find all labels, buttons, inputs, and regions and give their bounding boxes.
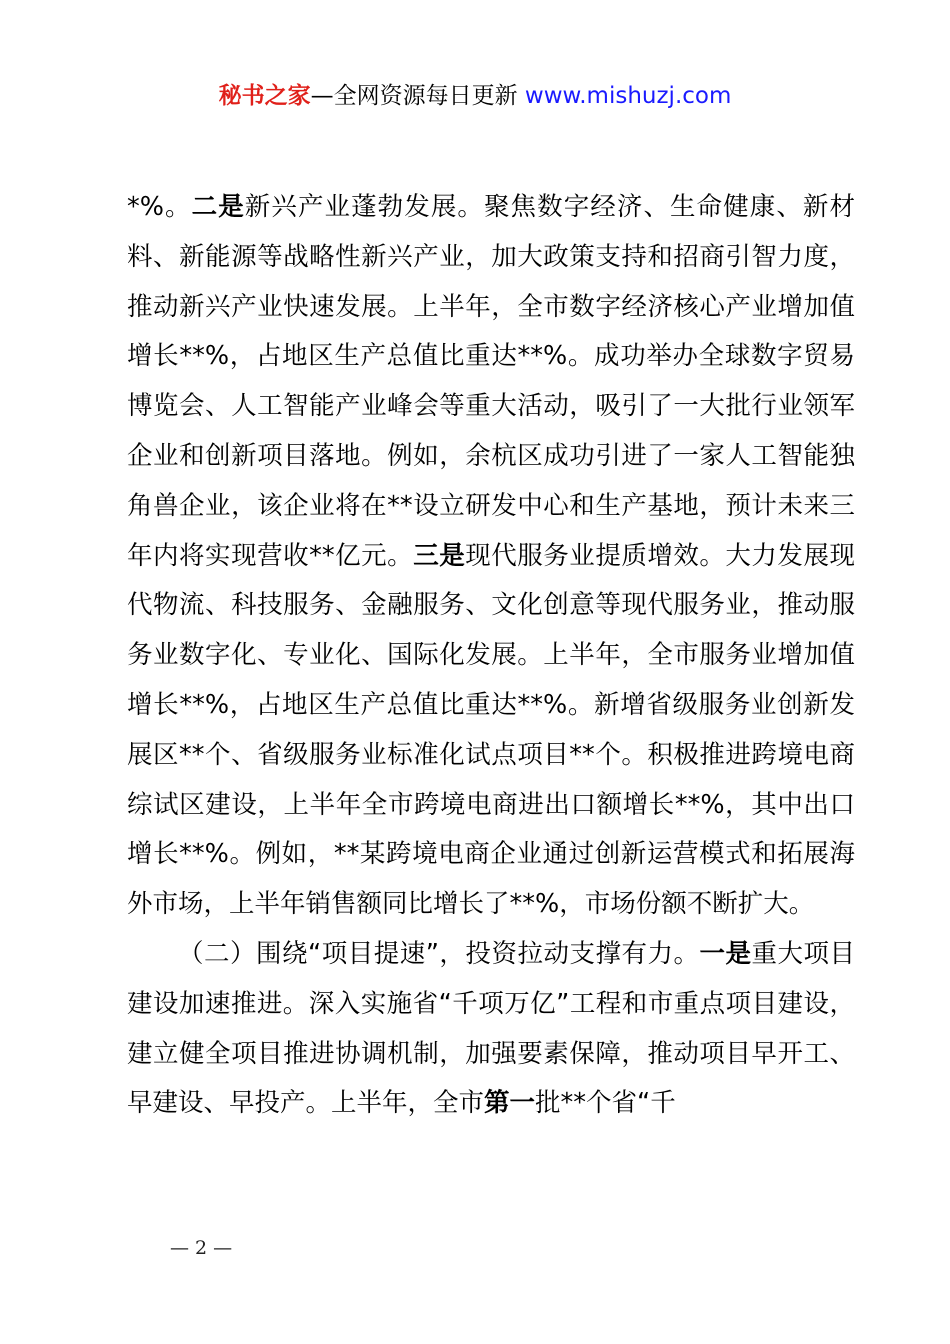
document-body: [127, 183, 855, 1129]
site-tagline: —全网资源每日更新: [310, 83, 525, 109]
site-header: [0, 80, 950, 112]
bold-marker-third: 三是: [413, 540, 466, 571]
bold-marker-first: 一是: [699, 938, 752, 969]
paragraph-industry: [127, 183, 855, 930]
text-run: （二）围绕“项目提速”，投资拉动支撑有力。: [178, 938, 700, 969]
paragraph-projects: [127, 930, 855, 1129]
text-run: 现代服务业提质增效。大力发展现代物流、科技服务、金融服务、文化创意等现代服务业，推动服务业数字化、专业化、国际化发展。上半年，全市服务业增加值增长**%，占地区生产总值比重达**%。新增省级服务业创新发展区**个、省级服务业标准化试点项目**个。积极推进跨境电商综试区建设，上半年全市跨境电商进出口额增长**%，其中出口增长**%。例如，**某跨境电商企业通过创新运营模式和拓展海外市场，上半年销售额同比增长了**%，市场份额不断扩大。: [127, 540, 855, 920]
text-run: 批**个省“千: [535, 1088, 676, 1119]
bold-marker-batch: 第一: [484, 1088, 536, 1119]
site-url-link[interactable]: www.mishuzj.com: [524, 83, 732, 109]
site-brand: 秘书之家: [218, 83, 311, 109]
page-number: — 2 —: [170, 1237, 233, 1259]
bold-marker-second: 二是: [191, 192, 245, 222]
text-run: *%。: [127, 192, 192, 222]
text-run: 重大项目建设加速推进。深入实施省“千项万亿”工程和市重点项目建设，建立健全项目推进协调机制，加强要素保障，推动项目早开工、早建设、早投产。上半年，全市: [127, 938, 855, 1119]
text-run: 新兴产业蓬勃发展。聚焦数字经济、生命健康、新材料、新能源等战略性新兴产业，加大政策支持和招商引智力度，推动新兴产业快速发展。上半年，全市数字经济核心产业增加值增长**%，占地区生产总值比重达**%。成功举办全球数字贸易博览会、人工智能产业峰会等重大活动，吸引了一大批行业领军企业和创新项目落地。例如，余杭区成功引进了一家人工智能独角兽企业，该企业将在**设立研发中心和生产基地，预计未来三年内将实现营收**亿元。: [127, 192, 855, 571]
